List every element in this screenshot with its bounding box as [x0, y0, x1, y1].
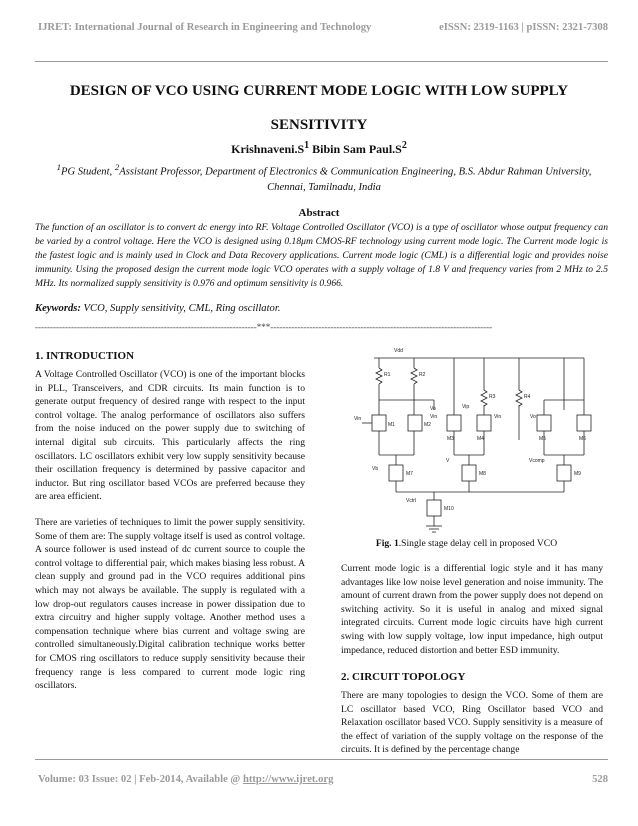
transistor-m5	[537, 415, 551, 431]
label-vin-p: Vin	[354, 416, 362, 422]
label-vctrl: Vctrl	[406, 498, 416, 504]
figure-caption-label: Fig. 1	[375, 538, 399, 549]
resistor-r3	[481, 390, 487, 406]
section-separator: --------------------------------------------------------------------------***--------------------------------------------------------------------------	[35, 322, 493, 332]
author-2: Bibin Sam Paul.S	[309, 142, 402, 156]
running-header	[38, 12, 608, 42]
label-vo: Vo	[430, 406, 436, 412]
affiliation	[50, 160, 598, 195]
transistor-m6	[577, 415, 591, 431]
author-2-sup: 2	[401, 140, 407, 151]
label-v: V	[446, 458, 450, 464]
label-m10: M10	[444, 506, 454, 512]
header-rule	[35, 61, 608, 62]
resistor-r2	[411, 368, 417, 384]
topology-heading: 2. CIRCUIT TOPOLOGY	[341, 671, 466, 683]
label-m2: M2	[424, 422, 431, 428]
label-vb: Vb	[372, 466, 379, 472]
label-r1: R1	[384, 372, 391, 378]
label-vip: Vip	[462, 404, 470, 410]
title-line-2: SENSITIVITY	[270, 117, 368, 133]
topology-paragraph-1: There are many topologies to design the VCO. Some of them are LC oscillator based VCO, Ring Oscillator based VCO and Relaxation oscillator based VCO. Supply sensitivity is a measure of the effect of variation of the supply voltage on the response of the circuits. It is defined by the percentage change	[341, 690, 603, 756]
figure-caption-text: .Single stage delay cell in proposed VCO	[398, 538, 558, 549]
label-m7: M7	[406, 471, 413, 477]
circuit-figure	[334, 340, 599, 535]
journal-link[interactable]: http://www.ijret.org	[242, 774, 334, 785]
label-vin-n: Vin	[430, 414, 438, 420]
abstract-body: The function of an oscillator is to convert dc energy into RF. Voltage Controlled Oscillator (VCO) is a type of oscillator whose output frequency can be varied by a control voltage. Here the VCO is designed using 0.18μm CMOS-RF technology using current mode logic. The Current mode logic is the fastest logic and is mainly used in Clock and Data Recovery applications. Current mode logic (CML) is a differential logic and provides noise immunity. Using the proposed design the current mode logic VCO operates with a supply voltage of 1.8 V and frequency varies from 2 MHz to 2.5 MHz. Its normalized supply sensitivity is 0.976 and optimum sensitivity is 0.966.	[35, 222, 608, 289]
author-1: Krishnaveni.S	[231, 142, 305, 156]
transistor-m10	[427, 500, 441, 516]
footer-volume-text: Volume: 03 Issue: 02 | Feb-2014, Available @	[38, 774, 243, 785]
label-m4: M4	[477, 436, 484, 442]
transistor-m7	[389, 465, 403, 481]
label-m6: M6	[579, 436, 586, 442]
transistor-m1	[372, 415, 386, 431]
affil-sup-2: 2	[114, 162, 120, 172]
transistor-m9	[557, 465, 571, 481]
intro-paragraph-2: There are varieties of techniques to limit the power supply sensitivity. Some of them are: The supply voltage itself is used as control voltage. A source follower is used instead of dc current source to couple the control voltage to differential pair, which makes biasing less robust. A clean supply and ground pad in the VCO requires additional pins which may not always be available. The supply is regulated with a low drop-out regulators causes increase in power dissipation due to extra circuitry and higher supply voltage. Another method uses a compensation technique where bias current and voltage swing are controlled simultaneously.Digital calibration technique works better for CMOS ring oscillators to reduce supply sensitivity because their frequency range is less compared to current mode logic ring oscillators.	[35, 517, 305, 692]
resistor-r1	[376, 368, 382, 384]
label-r3: R3	[489, 394, 496, 400]
label-vo-2: Vo	[530, 414, 536, 420]
resistor-r4	[516, 390, 522, 406]
author-1-sup: 1	[304, 140, 310, 151]
footer	[38, 774, 608, 785]
label-r4: R4	[524, 394, 531, 400]
intro-paragraph-1: A Voltage Controlled Oscillator (VCO) is one of the important blocks in PLL, Transceivers, and CDR circuits. Its main function is to generate output frequency of desired range with respect to the input control voltage. The analog performance of oscillators also suffers from the noise induced on the power supply due to switching of internal digital sub circuits. This particularly affects the ring oscillators. LC oscillators exhibit very low supply sensitivity because their oscillation frequency is determined by passive capacitor and inductor. But ring oscillator based VCOs are preferred because they are area efficient.	[35, 369, 305, 503]
transistor-m8	[462, 465, 476, 481]
label-m8: M8	[479, 471, 486, 477]
title-line-1: DESIGN OF VCO USING CURRENT MODE LOGIC WITH LOW SUPPLY	[69, 83, 569, 99]
affil-part-1: PG Student,	[60, 166, 115, 178]
transistor-m4	[477, 415, 491, 431]
affil-sup-1: 1	[56, 162, 61, 172]
journal-name: IJRET: International Journal of Research in Engineering and Technology	[38, 21, 372, 33]
transistor-m3	[447, 415, 461, 431]
label-m9: M9	[574, 471, 581, 477]
authors	[30, 140, 608, 157]
keywords-label: Keywords:	[35, 303, 81, 314]
label-vdd: Vdd	[394, 348, 403, 354]
keywords	[35, 303, 608, 314]
label-m5: M5	[539, 436, 546, 442]
label-vin-2: Vin	[494, 414, 502, 420]
intro-heading: 1. INTRODUCTION	[35, 350, 135, 362]
figure-caption	[334, 538, 599, 549]
transistor-m2	[408, 415, 422, 431]
footer-volume	[38, 774, 333, 785]
keywords-text: VCO, Supply sensitivity, CML, Ring oscillator.	[80, 303, 281, 314]
abstract-heading: Abstract	[298, 207, 340, 219]
label-vcomp: Vcomp	[529, 458, 545, 464]
affil-part-2: Assistant Professor, Department of Electronics & Communication Engineering, B.S. Abdur Rahman University, Chennai, Tamilnadu, India	[119, 166, 592, 193]
paper-title	[30, 74, 608, 142]
footer-rule	[35, 759, 608, 760]
label-m1: M1	[388, 422, 395, 428]
label-m3: M3	[447, 436, 454, 442]
issn: eISSN: 2319-1163 | pISSN: 2321-7308	[439, 21, 608, 33]
label-r2: R2	[419, 372, 426, 378]
col2-paragraph-1: Current mode logic is a differential logic style and it has many advantages like low noise level generation and noise immunity. The amount of current drawn from the power supply does not depend on switching activity. So it is useful in analog and mixed signal integrated circuits. Current mode logic circuits have high current swing with low supply voltage, low input impedance, high output impedance, reduced distortion and better ESD immunity.	[341, 563, 603, 656]
page-number: 528	[592, 774, 608, 785]
